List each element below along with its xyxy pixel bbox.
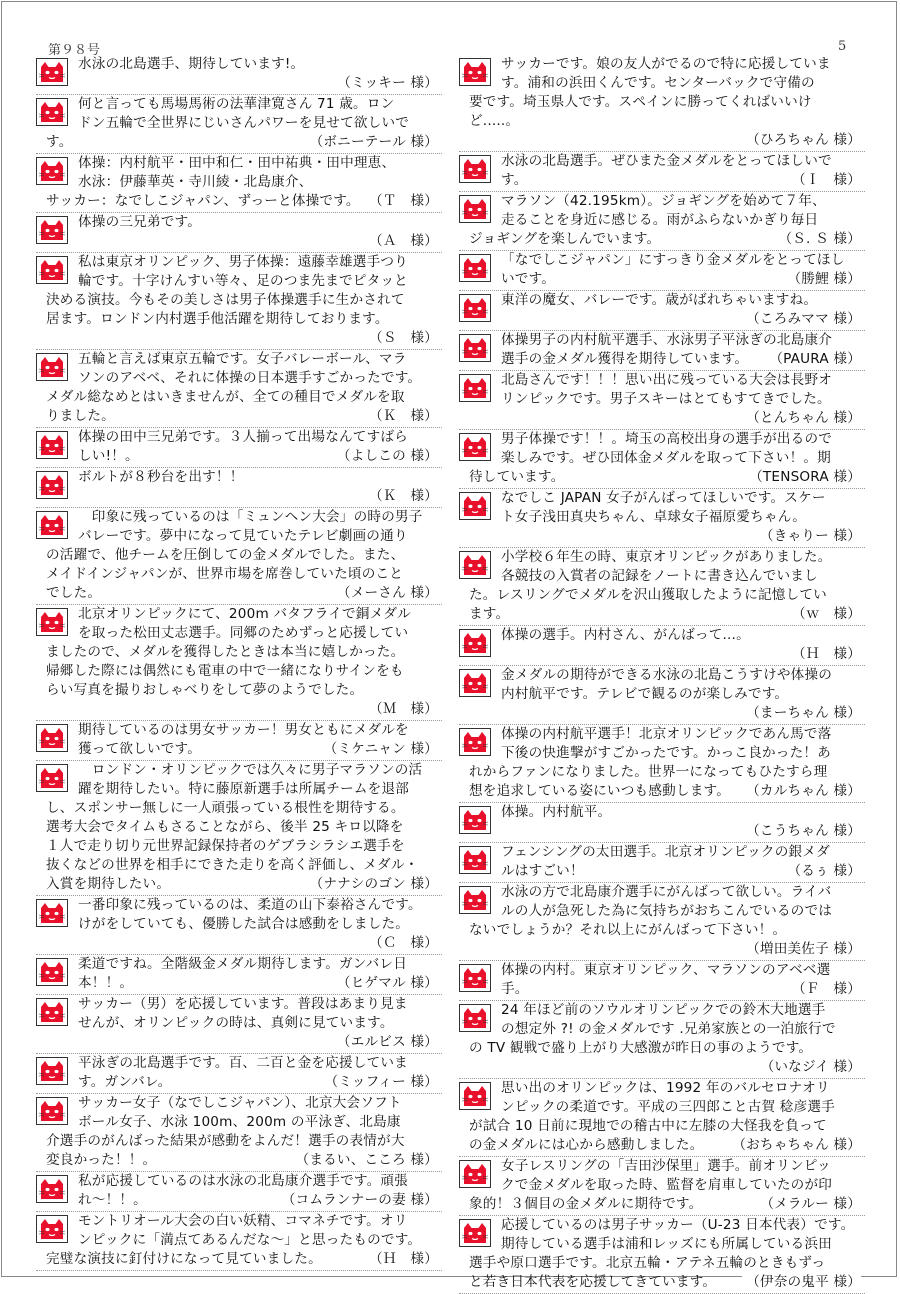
message-entry <box>36 508 442 605</box>
issue-number: 第９８号 <box>48 43 101 58</box>
message-line: ロンドン・オリンピックでは久々に男子マラソンの活 <box>78 762 423 778</box>
signature: （エルビス 様） <box>336 1034 438 1050</box>
message-line: 想を追求している姿にいつも感動します。 <box>469 783 730 799</box>
message-line: ソンのアベベ、それに体操の日本選手すごかったです。 <box>78 370 422 386</box>
signature: （Ｃ 様） <box>369 935 438 951</box>
message-entry <box>36 721 442 761</box>
message-entry <box>36 761 442 896</box>
message-line: 入賞を期待したい。 <box>46 876 171 892</box>
message-entry <box>459 430 865 489</box>
message-entry <box>459 1157 865 1216</box>
message-entry <box>36 428 442 468</box>
message-line: サッカー：なでしこジャパン、ずっーと体操です。 <box>46 193 360 209</box>
message-line: す。浦和の浜田くんです。センターバックで守備の <box>501 75 815 91</box>
message-line: マラソン（42.195km）。ジョギングを始めて７年、 <box>501 193 826 209</box>
message-entry <box>36 955 442 995</box>
message-entry <box>459 961 865 1001</box>
message-line: 男子体操です！！。埼玉の高校出身の選手が出るので <box>501 431 833 447</box>
message-line: リンピックです。男子スキーはとてもすてきでした。 <box>501 391 831 407</box>
message-entry <box>36 1212 442 1271</box>
message-line: 五輪と言えば東京五輪です。女子バレーボール、マラ <box>78 351 407 367</box>
message-line: の想定外 ?! の金メダルです .兄弟家族との一泊旅行で <box>501 1021 836 1037</box>
message-line: メイドインジャパンが、世界市場を席巻していた頃のこと <box>46 566 404 582</box>
message-line: 印象に残っているのは「ミュンヘン大会」の時の男子 <box>78 509 423 525</box>
message-line: 平泳ぎの北島選手です。百、二百と金を応援していま <box>78 1055 408 1071</box>
message-line: 体操の内村。東京オリンピック、マラソンのアベベ選 <box>501 962 831 978</box>
message-line: メダル総なめとはいきませんが、全ての種目でメダルを取 <box>46 389 405 405</box>
signature: （伊奈の鬼平 様） <box>742 1273 861 1292</box>
message-line: 私が応援しているのは水泳の北島康介選手です。頑張 <box>78 1173 408 1189</box>
signature: （こうちゃん 様） <box>746 823 861 839</box>
message-line: 私は東京オリンピック、男子体操：遠藤幸雄選手つり <box>78 254 408 270</box>
message-line: 水泳の方で北島康介選手にがんばって欲しい。ライバ <box>501 884 832 900</box>
message-line: 女子レスリングの「吉田沙保里」選手。前オリンピッ <box>501 1158 831 1174</box>
message-line: 期待している選手は浦和レッズにも所属している浜田 <box>501 1236 832 1252</box>
message-line: 下後の快進撃がすごかったです。かっこ良かった！あ <box>501 745 831 761</box>
message-entry <box>459 548 865 626</box>
message-entry <box>36 95 442 154</box>
message-line: れ～！！。 <box>78 1192 147 1208</box>
message-line: 選手の金メダル獲得を期待しています。 <box>501 351 749 367</box>
message-line: ンピックの柔道です。平成の三四郎こと古賀 稔彦選手 <box>501 1099 835 1115</box>
message-entry <box>459 291 865 331</box>
message-line: 思い出のオリンピックは、1992 年のバルセロナオリ <box>501 1080 830 1096</box>
signature: （きゃりー 様） <box>759 528 861 544</box>
message-line: し、スポンサー無しに一人頑張っている根性を期待する。 <box>46 800 405 816</box>
message-line: 象的！３個目の金メダルに期待です。 <box>469 1196 703 1212</box>
message-line: を取った松田丈志選手。同郷のためずっと応援してい <box>78 625 409 641</box>
message-line: 楽しみです。ぜひ団体金メダルを取って下さい！。期 <box>501 450 831 466</box>
message-line: フェンシングの太田選手。北京オリンピックの銀メダ <box>501 844 830 860</box>
message-line: 柔道ですね。全階級金メダル期待します。ガンバレ日 <box>78 956 408 972</box>
signature: （るぅ 様） <box>784 862 862 881</box>
message-line: 一番印象に残っているのは、柔道の山下泰裕さんです。 <box>78 897 422 913</box>
message-line: 小学校６年生の時、東京オリンピックがありました。 <box>501 549 832 565</box>
page-number: 5 <box>838 39 847 54</box>
signature: （Ｍ 様） <box>369 701 438 717</box>
signature: （ひろちゃん 様） <box>746 132 861 148</box>
message-line: の TV 観戦で盛り上がり大感激が昨日の事のようです。 <box>469 1040 813 1056</box>
signature: （Ｈ 様） <box>365 1250 438 1269</box>
message-entry <box>459 725 865 803</box>
signature: （ミッフィー 様） <box>320 1073 438 1092</box>
message-line: す。ガンバレ。 <box>78 1074 172 1090</box>
signature: （まるい、こころ 様） <box>292 1151 438 1170</box>
signature: （Ｓ 様） <box>369 330 438 346</box>
message-line: 要です。埼玉県人です。スペインに勝ってくればいいけ <box>469 94 812 110</box>
signature: （Ｋ 様） <box>365 407 438 426</box>
message-line: しい!！。 <box>78 448 139 464</box>
signature: （増田美佐子 様） <box>746 941 861 957</box>
message-line: 金メダルの期待ができる水泳の北島こうすけや体操の <box>501 667 833 683</box>
signature: （Ｔ 様） <box>365 192 438 211</box>
message-line: 24 年ほど前のソウルオリンピックでの鈴木大地選手 <box>501 1002 826 1018</box>
message-line: 待しています。 <box>469 469 565 485</box>
message-entry <box>459 803 865 843</box>
message-line: の金メダルには心から感動しました。 <box>469 1137 704 1153</box>
message-entry <box>36 468 442 508</box>
message-line: ドン五輪で全世界にじいさんパワーを見せて欲しいで <box>78 115 410 131</box>
signature: （ボニーテール 様） <box>306 133 438 152</box>
message-line: と若き日本代表を応援してきています。 <box>469 1274 717 1290</box>
message-line: クで金メダルを取った時、監督を肩車していたのが印 <box>501 1177 833 1193</box>
signature: （ナナシのゴン 様） <box>306 875 438 894</box>
message-line: 走ることを身近に感じる。雨がふらないかぎり毎日 <box>501 212 819 228</box>
message-line: せんが、オリンピックの時は、真剣に見ています。 <box>78 1015 394 1031</box>
message-entry <box>459 626 865 666</box>
message-line: ボルトが８秒台を出す！！ <box>78 469 244 485</box>
message-line: 体操の三兄弟です。 <box>78 214 202 230</box>
message-line: 期待しているのは男女サッカー！男女ともにメダルを <box>78 722 409 738</box>
message-entry <box>36 154 442 213</box>
message-line: ましたので、メダルを獲得したときは本当に嬉しかった。 <box>46 644 405 660</box>
message-entry <box>36 350 442 428</box>
message-entry <box>459 1001 865 1079</box>
message-line: 居ます。ロンドン内村選手他活躍を期待しております。 <box>46 311 389 327</box>
message-entry <box>36 1054 442 1094</box>
message-line: 水泳の北島選手。ぜひまた金メダルをとってほしいで <box>501 153 832 169</box>
message-entry <box>459 331 865 371</box>
message-entry <box>36 1172 442 1212</box>
signature: （メラルー 様） <box>756 1195 861 1214</box>
signature: （ヒゲマル 様） <box>333 974 438 993</box>
message-line: の活躍で、他チームを圧倒しての金メダルでした。また、 <box>46 547 405 563</box>
message-line: 体操：内村航平・田中和仁・田中祐典・田中理恵、 <box>78 155 396 171</box>
signature: （ｗ 様） <box>788 605 861 624</box>
message-line: 選手や原口選手です。北京五輪・アテネ五輪のときもずっ <box>469 1255 826 1271</box>
message-line: ボール女子、水泳 100m、200m の平泳ぎ、北島康 <box>78 1114 401 1130</box>
message-line: 北島さんです！！！思い出に残っている大会は長野オ <box>501 372 833 388</box>
message-line: けがをしていても、優勝した試合は感動をしました。 <box>78 916 410 932</box>
message-entry <box>459 666 865 725</box>
message-line: いです。 <box>501 271 556 287</box>
message-line: 水泳：伊藤華英・寺川綾・北島康介、 <box>78 174 313 190</box>
message-line: 体操の内村航平選手！北京オリンピックであん馬で落 <box>501 726 832 742</box>
message-entry <box>459 251 865 291</box>
message-line: ど.....。 <box>469 113 520 129</box>
signature: （いなジイ 様） <box>760 1059 861 1075</box>
message-line: サッカー（男）を応援しています。普段はあまり見ま <box>78 996 408 1012</box>
message-line: なでしこ JAPAN 女子がんばってほしいです。スケー <box>501 490 826 506</box>
left-column <box>36 55 442 1271</box>
message-line: れからファンになりました。世界一になってもひたすら理 <box>469 764 828 780</box>
message-line: 躍を期待したい。特に藤原新選手は所属チームを退部 <box>78 781 410 797</box>
signature: （Ｉ 様） <box>788 171 861 190</box>
message-line: 体操。内村航平。 <box>501 804 612 820</box>
message-line: 体操の選手。内村さん、がんばって...。 <box>501 627 750 643</box>
message-line: らい写真を撮りおしゃべりをして夢のようでした。 <box>46 682 364 698</box>
signature: （PAURA 様） <box>765 350 861 369</box>
message-line: 決める演技。今もその美しさは男子体操選手に生かされて <box>46 292 405 308</box>
signature: （ころみママ 様） <box>746 311 861 327</box>
message-line: 抜くなどの世界を相手にできた走りを高く評価し、メダル・ <box>46 857 419 873</box>
message-line: ないでしょうか？それ以上にがんばって下さい！。 <box>469 922 787 938</box>
message-line: 何と言っても馬場馬術の法華津寛さん 71 歳。ロン <box>78 96 395 112</box>
signature: （よしこの 様） <box>333 447 438 466</box>
message-entry <box>459 1079 865 1157</box>
message-line: 水泳の北島選手、期待しています!。 <box>78 56 305 72</box>
message-line: サッカー女子（なでしこジャパン）、北京大会ソフト <box>78 1095 402 1111</box>
signature: （メーさん 様） <box>333 584 438 603</box>
signature: （Ｓ. Ｓ 様） <box>774 230 861 249</box>
message-line: 体操男子の内村航平選手、水泳男子平泳ぎの北島康介 <box>501 332 833 348</box>
message-line: 体操の田中三兄弟です。３人揃って出場なんてすばら <box>78 429 408 445</box>
message-line: 東洋の魔女、バレーです。歳がばれちゃいますね。 <box>501 292 818 308</box>
message-line: 「なでしこジャパン」にすっきり金メダルをとってほし <box>501 252 845 268</box>
message-line: 変良かった！！。 <box>46 1152 157 1168</box>
message-line: 選考大会でタイムもさることながら、後半 25 キロ以降を <box>46 819 404 835</box>
message-entry <box>36 1094 442 1172</box>
message-line: サッカーです。娘の友人がでるので特に応援していま <box>501 56 831 72</box>
message-entry <box>36 253 442 350</box>
signature: （Ｋ 様） <box>369 488 438 504</box>
signature: （ミッキー 様） <box>337 75 438 91</box>
signature: （勝鯉 様） <box>784 270 862 289</box>
right-column <box>459 55 865 1294</box>
message-line: 完璧な演技に釘付けになって見ていました。 <box>46 1251 322 1267</box>
message-line: ルの人が急死した為に気持ちがおちこんでいるのでは <box>501 903 833 919</box>
message-entry <box>459 489 865 548</box>
message-entry <box>36 995 442 1054</box>
message-entry <box>459 55 865 152</box>
signature: （TENSORA 様） <box>745 468 861 487</box>
message-line: 輪です。十字けんすい等々、足のつま先までピタッと <box>78 273 408 289</box>
signature: （Ａ 様） <box>369 233 438 249</box>
message-line: が試合 10 日前に現地での稽古中に左膝の大怪我を負って <box>469 1118 827 1134</box>
message-line: 介選手のがんばった結果が感動をよんだ！選手の表情が大 <box>46 1133 405 1149</box>
signature: （とんちゃん 様） <box>746 410 861 426</box>
message-line: でした。 <box>46 585 102 601</box>
message-entry <box>459 192 865 251</box>
signature: （コムランナーの妻 様） <box>278 1191 438 1210</box>
message-line: ト女子浅田真央ちゃん、卓球女子福原愛ちゃん。 <box>501 509 807 525</box>
message-line: た。レスリングでメダルを沢山獲取したように記憶してい <box>469 587 827 603</box>
message-line: りました。 <box>46 408 115 424</box>
message-entry <box>459 1216 865 1294</box>
message-line: 帰郷した際には偶然にも電車の中で一緒になりサインをも <box>46 663 404 679</box>
message-line: 応援しているのは男子サッカー（U-23 日本代表）です。 <box>501 1217 855 1233</box>
message-line: ます。 <box>469 606 510 622</box>
message-entry <box>459 152 865 192</box>
message-line: 北京オリンピックにて、200m バタフライで銅メダル <box>78 606 411 622</box>
message-line: 手。 <box>501 981 529 997</box>
message-entry <box>459 843 865 883</box>
message-entry <box>459 883 865 961</box>
signature: （ミケニャン 様） <box>320 740 438 759</box>
message-entry <box>36 55 442 95</box>
message-line: す。 <box>501 172 528 188</box>
signature: （Ｆ 様） <box>788 980 861 999</box>
message-line: 本！！。 <box>78 975 134 991</box>
signature: （おちゃちゃん 様） <box>728 1136 861 1155</box>
message-line: ンピックに「満点てあるんだな～」と思ったものです。 <box>78 1232 422 1248</box>
message-line: １人で走り切り元世界記録保持者のゲブラシラシエ選手を <box>46 838 405 854</box>
message-line: ルはすごい！ <box>501 863 584 879</box>
message-line: モントリオール大会の白い妖精、コマネチです。オリ <box>78 1213 408 1229</box>
message-entry <box>36 605 442 721</box>
message-entry <box>36 213 442 253</box>
message-line: バレーです。夢中になって見ていたテレビ劇画の通り <box>78 528 408 544</box>
message-entry <box>36 896 442 955</box>
message-line: 内村航平です。テレビで観るのが楽しみです。 <box>501 686 789 702</box>
message-line: ジョギングを楽しんでいます。 <box>469 231 661 247</box>
signature: （カルちゃん 様） <box>742 782 861 801</box>
signature: （Ｈ 様） <box>792 646 861 662</box>
message-line: 各競技の入賞者の記録をノートに書き込んでいまし <box>501 568 818 584</box>
message-entry <box>459 371 865 430</box>
message-line: 獲って欲しいです。 <box>78 741 202 757</box>
signature: （まーちゃん 様） <box>746 705 861 721</box>
message-line: す。 <box>46 134 73 150</box>
